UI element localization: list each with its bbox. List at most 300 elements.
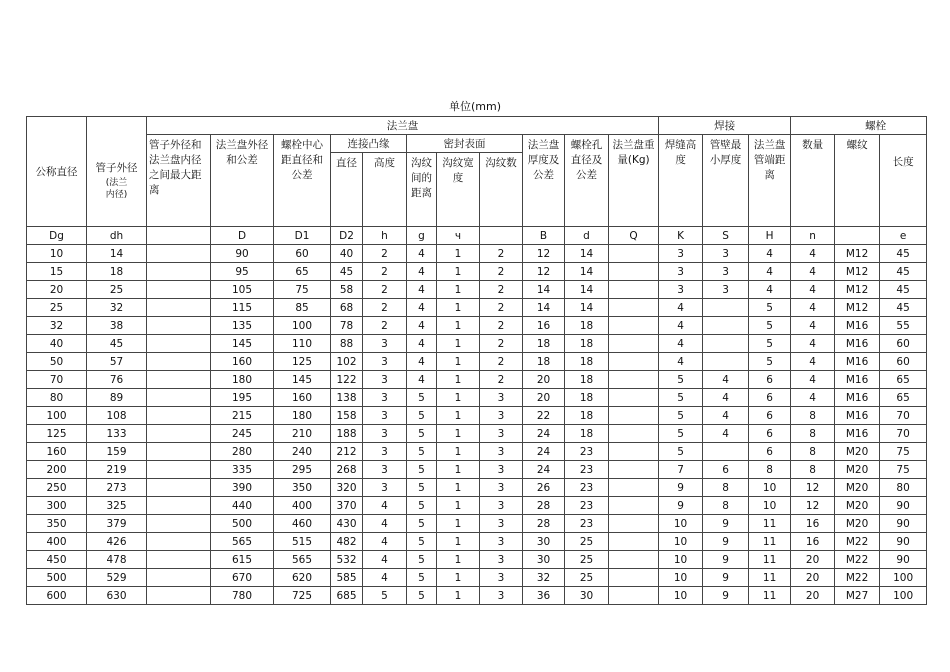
table-cell: 25 xyxy=(27,299,87,317)
table-cell xyxy=(147,443,211,461)
table-cell: 1 xyxy=(437,587,480,605)
table-cell: 4 xyxy=(749,281,791,299)
table-cell xyxy=(147,407,211,425)
table-row xyxy=(27,353,927,371)
table-cell: 9 xyxy=(703,533,749,551)
header-min-wall: 管壁最小厚度 xyxy=(703,135,749,227)
table-cell: 8 xyxy=(703,479,749,497)
table-cell xyxy=(609,515,659,533)
table-cell: 85 xyxy=(274,299,331,317)
table-cell: 9 xyxy=(703,587,749,605)
table-cell: 89 xyxy=(87,389,147,407)
table-row xyxy=(27,245,927,263)
table-cell: 268 xyxy=(331,461,363,479)
symbol-cell: S xyxy=(703,227,749,245)
table-cell: 4 xyxy=(703,425,749,443)
table-cell: 1 xyxy=(437,533,480,551)
table-cell: 160 xyxy=(27,443,87,461)
table-cell: 30 xyxy=(565,587,609,605)
table-cell: 5 xyxy=(659,425,703,443)
table-cell: 5 xyxy=(407,461,437,479)
table-cell: 3 xyxy=(659,263,703,281)
table-cell: 45 xyxy=(880,299,927,317)
table-row xyxy=(27,407,927,425)
table-cell: 1 xyxy=(437,353,480,371)
table-cell: 159 xyxy=(87,443,147,461)
table-cell: 585 xyxy=(331,569,363,587)
table-cell: M12 xyxy=(835,263,880,281)
header-raised-face: 连接凸缘 xyxy=(331,135,407,153)
table-cell: 4 xyxy=(703,407,749,425)
symbol-cell: dh xyxy=(87,227,147,245)
table-cell: 20 xyxy=(791,587,835,605)
table-cell: 3 xyxy=(703,263,749,281)
table-cell xyxy=(703,335,749,353)
table-cell: 3 xyxy=(480,425,523,443)
table-row xyxy=(27,299,927,317)
table-cell: 6 xyxy=(749,443,791,461)
table-cell xyxy=(609,425,659,443)
table-cell: M20 xyxy=(835,461,880,479)
table-cell: 12 xyxy=(523,245,565,263)
table-cell: 2 xyxy=(480,281,523,299)
symbol-cell: n xyxy=(791,227,835,245)
table-cell: 2 xyxy=(363,245,407,263)
table-cell: 60 xyxy=(880,353,927,371)
table-cell: 200 xyxy=(27,461,87,479)
table-cell xyxy=(147,587,211,605)
table-cell xyxy=(609,407,659,425)
table-cell: 24 xyxy=(523,443,565,461)
table-cell: 4 xyxy=(791,299,835,317)
table-cell: 1 xyxy=(437,281,480,299)
table-cell: 2 xyxy=(480,371,523,389)
table-cell: 3 xyxy=(363,335,407,353)
table-cell: 215 xyxy=(211,407,274,425)
table-cell: 4 xyxy=(791,245,835,263)
table-cell: 4 xyxy=(407,371,437,389)
table-cell: 4 xyxy=(791,317,835,335)
table-cell: 135 xyxy=(211,317,274,335)
symbol-cell: Q xyxy=(609,227,659,245)
table-cell: 5 xyxy=(407,569,437,587)
table-cell: M22 xyxy=(835,533,880,551)
table-cell: 4 xyxy=(659,335,703,353)
table-cell: 4 xyxy=(791,335,835,353)
table-cell: 3 xyxy=(480,515,523,533)
table-cell: 2 xyxy=(480,317,523,335)
table-cell: 9 xyxy=(659,497,703,515)
table-cell: 400 xyxy=(27,533,87,551)
table-cell: 12 xyxy=(523,263,565,281)
table-cell: 138 xyxy=(331,389,363,407)
table-cell: 18 xyxy=(565,371,609,389)
table-cell xyxy=(147,497,211,515)
table-cell: 9 xyxy=(703,569,749,587)
header-diameter: 直径 xyxy=(331,153,363,227)
symbol-cell xyxy=(480,227,523,245)
table-row xyxy=(27,317,927,335)
header-pipe-od xyxy=(87,117,147,227)
table-cell xyxy=(147,281,211,299)
symbol-cell xyxy=(147,227,211,245)
table-cell: 2 xyxy=(363,299,407,317)
table-cell: 3 xyxy=(659,281,703,299)
table-cell: 1 xyxy=(437,317,480,335)
table-cell: 26 xyxy=(523,479,565,497)
table-cell: 4 xyxy=(363,551,407,569)
table-cell: 60 xyxy=(880,335,927,353)
table-cell: 28 xyxy=(523,515,565,533)
table-cell: 5 xyxy=(749,353,791,371)
table-cell: 630 xyxy=(87,587,147,605)
table-cell: 15 xyxy=(27,263,87,281)
table-cell: 9 xyxy=(659,479,703,497)
header-groove-width: 沟纹宽度 xyxy=(437,153,480,227)
header-bolt-hole: 螺栓孔直径及公差 xyxy=(565,135,609,227)
table-cell: 1 xyxy=(437,245,480,263)
table-cell: 3 xyxy=(363,353,407,371)
table-cell: 295 xyxy=(274,461,331,479)
table-cell: 70 xyxy=(880,407,927,425)
table-cell: 529 xyxy=(87,569,147,587)
symbol-cell: D xyxy=(211,227,274,245)
table-cell: 65 xyxy=(274,263,331,281)
table-cell: 212 xyxy=(331,443,363,461)
table-cell: 195 xyxy=(211,389,274,407)
table-cell: 20 xyxy=(27,281,87,299)
table-cell: 10 xyxy=(27,245,87,263)
table-cell: 18 xyxy=(565,353,609,371)
table-cell: 18 xyxy=(87,263,147,281)
table-cell xyxy=(147,515,211,533)
table-cell: 160 xyxy=(274,389,331,407)
table-cell: 780 xyxy=(211,587,274,605)
table-cell: 23 xyxy=(565,497,609,515)
table-cell xyxy=(609,533,659,551)
table-cell: 20 xyxy=(523,371,565,389)
table-cell: 12 xyxy=(791,479,835,497)
table-cell: 5 xyxy=(407,551,437,569)
table-cell: 90 xyxy=(880,497,927,515)
table-cell: 100 xyxy=(880,587,927,605)
symbol-cell: H xyxy=(749,227,791,245)
table-cell: 5 xyxy=(407,425,437,443)
table-cell: 20 xyxy=(791,551,835,569)
table-cell xyxy=(703,353,749,371)
header-max-distance: 管子外径和法兰盘内径之间最大距离 xyxy=(147,135,211,227)
table-row xyxy=(27,263,927,281)
table-cell: 6 xyxy=(749,371,791,389)
table-cell: 440 xyxy=(211,497,274,515)
table-cell: 70 xyxy=(880,425,927,443)
table-cell: 4 xyxy=(791,281,835,299)
table-cell xyxy=(147,533,211,551)
table-cell: 16 xyxy=(523,317,565,335)
table-cell: 3 xyxy=(703,281,749,299)
table-cell: 20 xyxy=(523,389,565,407)
table-cell: 4 xyxy=(659,317,703,335)
table-cell: 133 xyxy=(87,425,147,443)
table-cell xyxy=(609,263,659,281)
table-cell: 14 xyxy=(565,245,609,263)
table-cell: 125 xyxy=(27,425,87,443)
table-cell: 180 xyxy=(211,371,274,389)
table-cell xyxy=(609,335,659,353)
table-cell xyxy=(147,299,211,317)
table-cell: 400 xyxy=(274,497,331,515)
table-row xyxy=(27,515,927,533)
table-cell: 14 xyxy=(523,281,565,299)
table-cell: 8 xyxy=(749,461,791,479)
table-cell: 450 xyxy=(27,551,87,569)
table-cell: 3 xyxy=(480,587,523,605)
table-cell: 68 xyxy=(331,299,363,317)
symbol-cell: d xyxy=(565,227,609,245)
table-cell: 280 xyxy=(211,443,274,461)
table-cell xyxy=(609,245,659,263)
table-cell: 80 xyxy=(27,389,87,407)
unit-label: 单位(mm) xyxy=(448,100,501,113)
table-cell: 379 xyxy=(87,515,147,533)
table-cell: 10 xyxy=(659,515,703,533)
table-cell: 1 xyxy=(437,461,480,479)
table-cell: M22 xyxy=(835,569,880,587)
table-row xyxy=(27,497,927,515)
table-cell: 6 xyxy=(749,425,791,443)
table-row xyxy=(27,461,927,479)
table-cell: 11 xyxy=(749,587,791,605)
table-cell: 24 xyxy=(523,461,565,479)
table-cell: 4 xyxy=(407,263,437,281)
table-cell: 45 xyxy=(880,263,927,281)
table-cell: 6 xyxy=(749,389,791,407)
table-cell: 5 xyxy=(659,407,703,425)
table-cell: 5 xyxy=(363,587,407,605)
flange-spec-table xyxy=(26,116,927,605)
table-cell: 108 xyxy=(87,407,147,425)
table-cell: 2 xyxy=(363,317,407,335)
table-cell: 4 xyxy=(791,389,835,407)
table-cell xyxy=(147,245,211,263)
table-cell: 16 xyxy=(791,533,835,551)
table-cell: 80 xyxy=(880,479,927,497)
table-cell: 18 xyxy=(565,389,609,407)
table-cell: 105 xyxy=(211,281,274,299)
symbol-cell: Dg xyxy=(27,227,87,245)
table-cell: 2 xyxy=(480,299,523,317)
table-cell: 2 xyxy=(480,335,523,353)
table-cell: 685 xyxy=(331,587,363,605)
table-cell: 500 xyxy=(27,569,87,587)
table-cell: 25 xyxy=(87,281,147,299)
table-cell: 100 xyxy=(27,407,87,425)
table-cell: 4 xyxy=(363,569,407,587)
header-bolt: 螺栓 xyxy=(791,117,927,135)
table-cell: 1 xyxy=(437,263,480,281)
table-cell xyxy=(147,371,211,389)
symbol-cell: K xyxy=(659,227,703,245)
table-row xyxy=(27,281,927,299)
table-cell: 75 xyxy=(274,281,331,299)
table-cell: 5 xyxy=(749,317,791,335)
table-cell: 390 xyxy=(211,479,274,497)
table-cell: M27 xyxy=(835,587,880,605)
table-cell: 76 xyxy=(87,371,147,389)
table-cell: 325 xyxy=(87,497,147,515)
table-cell: 615 xyxy=(211,551,274,569)
table-cell: 3 xyxy=(480,551,523,569)
table-cell: 4 xyxy=(749,245,791,263)
table-cell: 335 xyxy=(211,461,274,479)
symbol-cell: ч xyxy=(437,227,480,245)
symbol-cell: e xyxy=(880,227,927,245)
table-cell: 8 xyxy=(703,497,749,515)
table-cell: 1 xyxy=(437,569,480,587)
table-cell: 4 xyxy=(659,299,703,317)
table-cell: 18 xyxy=(523,353,565,371)
table-cell: 460 xyxy=(274,515,331,533)
table-cell: 6 xyxy=(749,407,791,425)
table-cell: M20 xyxy=(835,479,880,497)
table-cell: 18 xyxy=(565,407,609,425)
table-cell: 240 xyxy=(274,443,331,461)
table-cell: 5 xyxy=(407,479,437,497)
table-cell: 9 xyxy=(703,551,749,569)
table-cell: 4 xyxy=(407,353,437,371)
symbol-row xyxy=(27,227,927,245)
table-cell: 515 xyxy=(274,533,331,551)
table-cell xyxy=(147,569,211,587)
symbol-cell: D2 xyxy=(331,227,363,245)
table-cell: 2 xyxy=(363,263,407,281)
table-cell: 100 xyxy=(880,569,927,587)
table-cell xyxy=(609,587,659,605)
table-row xyxy=(27,371,927,389)
table-row xyxy=(27,587,927,605)
table-cell: 3 xyxy=(363,407,407,425)
table-cell: 320 xyxy=(331,479,363,497)
table-cell: 38 xyxy=(87,317,147,335)
table-cell: 90 xyxy=(211,245,274,263)
table-cell: 5 xyxy=(407,497,437,515)
table-cell: 1 xyxy=(437,443,480,461)
table-cell: 4 xyxy=(363,515,407,533)
table-cell: 25 xyxy=(565,551,609,569)
table-cell: 1 xyxy=(437,335,480,353)
table-cell: M16 xyxy=(835,317,880,335)
table-cell: 11 xyxy=(749,533,791,551)
table-row xyxy=(27,533,927,551)
table-cell: 8 xyxy=(791,443,835,461)
table-cell: 23 xyxy=(565,515,609,533)
table-cell: M12 xyxy=(835,299,880,317)
symbol-cell: D1 xyxy=(274,227,331,245)
table-cell: 18 xyxy=(565,335,609,353)
table-cell: 5 xyxy=(407,389,437,407)
table-cell: 30 xyxy=(523,551,565,569)
table-cell: 10 xyxy=(749,497,791,515)
table-row xyxy=(27,389,927,407)
table-cell: 32 xyxy=(87,299,147,317)
table-cell: 5 xyxy=(749,299,791,317)
header-bolt-count: 数量 xyxy=(791,135,835,227)
table-cell xyxy=(147,263,211,281)
table-cell: 45 xyxy=(87,335,147,353)
table-cell: 3 xyxy=(363,461,407,479)
table-cell xyxy=(609,389,659,407)
table-cell: 158 xyxy=(331,407,363,425)
table-cell: 160 xyxy=(211,353,274,371)
table-cell: 3 xyxy=(363,389,407,407)
table-cell xyxy=(609,299,659,317)
table-cell: 9 xyxy=(703,515,749,533)
header-end-distance: 法兰盘管端距离 xyxy=(749,135,791,227)
table-cell xyxy=(609,461,659,479)
table-row xyxy=(27,551,927,569)
table-cell: 23 xyxy=(565,461,609,479)
table-cell: 7 xyxy=(659,461,703,479)
table-cell: M16 xyxy=(835,407,880,425)
table-cell: 1 xyxy=(437,479,480,497)
table-cell: 2 xyxy=(480,353,523,371)
table-cell xyxy=(609,353,659,371)
table-cell: 426 xyxy=(87,533,147,551)
table-cell: 4 xyxy=(791,371,835,389)
table-cell: 90 xyxy=(880,533,927,551)
table-cell: 250 xyxy=(27,479,87,497)
table-cell: 482 xyxy=(331,533,363,551)
table-cell: 45 xyxy=(331,263,363,281)
table-cell: 90 xyxy=(880,515,927,533)
table-cell: 3 xyxy=(480,479,523,497)
table-cell xyxy=(703,299,749,317)
table-cell: 5 xyxy=(749,335,791,353)
table-cell: 11 xyxy=(749,515,791,533)
table-cell: 532 xyxy=(331,551,363,569)
table-cell: M16 xyxy=(835,335,880,353)
table-cell: 75 xyxy=(880,461,927,479)
table-cell: 4 xyxy=(659,353,703,371)
table-cell: 45 xyxy=(880,245,927,263)
table-cell: 102 xyxy=(331,353,363,371)
table-cell: 5 xyxy=(659,371,703,389)
table-cell: 10 xyxy=(659,587,703,605)
table-cell: 430 xyxy=(331,515,363,533)
table-cell: 88 xyxy=(331,335,363,353)
table-cell xyxy=(609,281,659,299)
table-cell: 4 xyxy=(791,353,835,371)
table-cell: 18 xyxy=(565,317,609,335)
table-cell xyxy=(609,371,659,389)
header-flange-weight: 法兰盘重量(Kg) xyxy=(609,135,659,227)
table-cell: 273 xyxy=(87,479,147,497)
table-cell xyxy=(147,317,211,335)
table-cell: 90 xyxy=(880,551,927,569)
table-cell: 478 xyxy=(87,551,147,569)
table-cell: 100 xyxy=(274,317,331,335)
table-cell: 57 xyxy=(87,353,147,371)
table-cell: 20 xyxy=(791,569,835,587)
table-cell: 8 xyxy=(791,425,835,443)
table-cell xyxy=(147,551,211,569)
table-cell: 25 xyxy=(565,569,609,587)
table-cell: 70 xyxy=(27,371,87,389)
table-cell: M22 xyxy=(835,551,880,569)
table-cell: 55 xyxy=(880,317,927,335)
table-cell: 23 xyxy=(565,479,609,497)
table-cell: 1 xyxy=(437,389,480,407)
